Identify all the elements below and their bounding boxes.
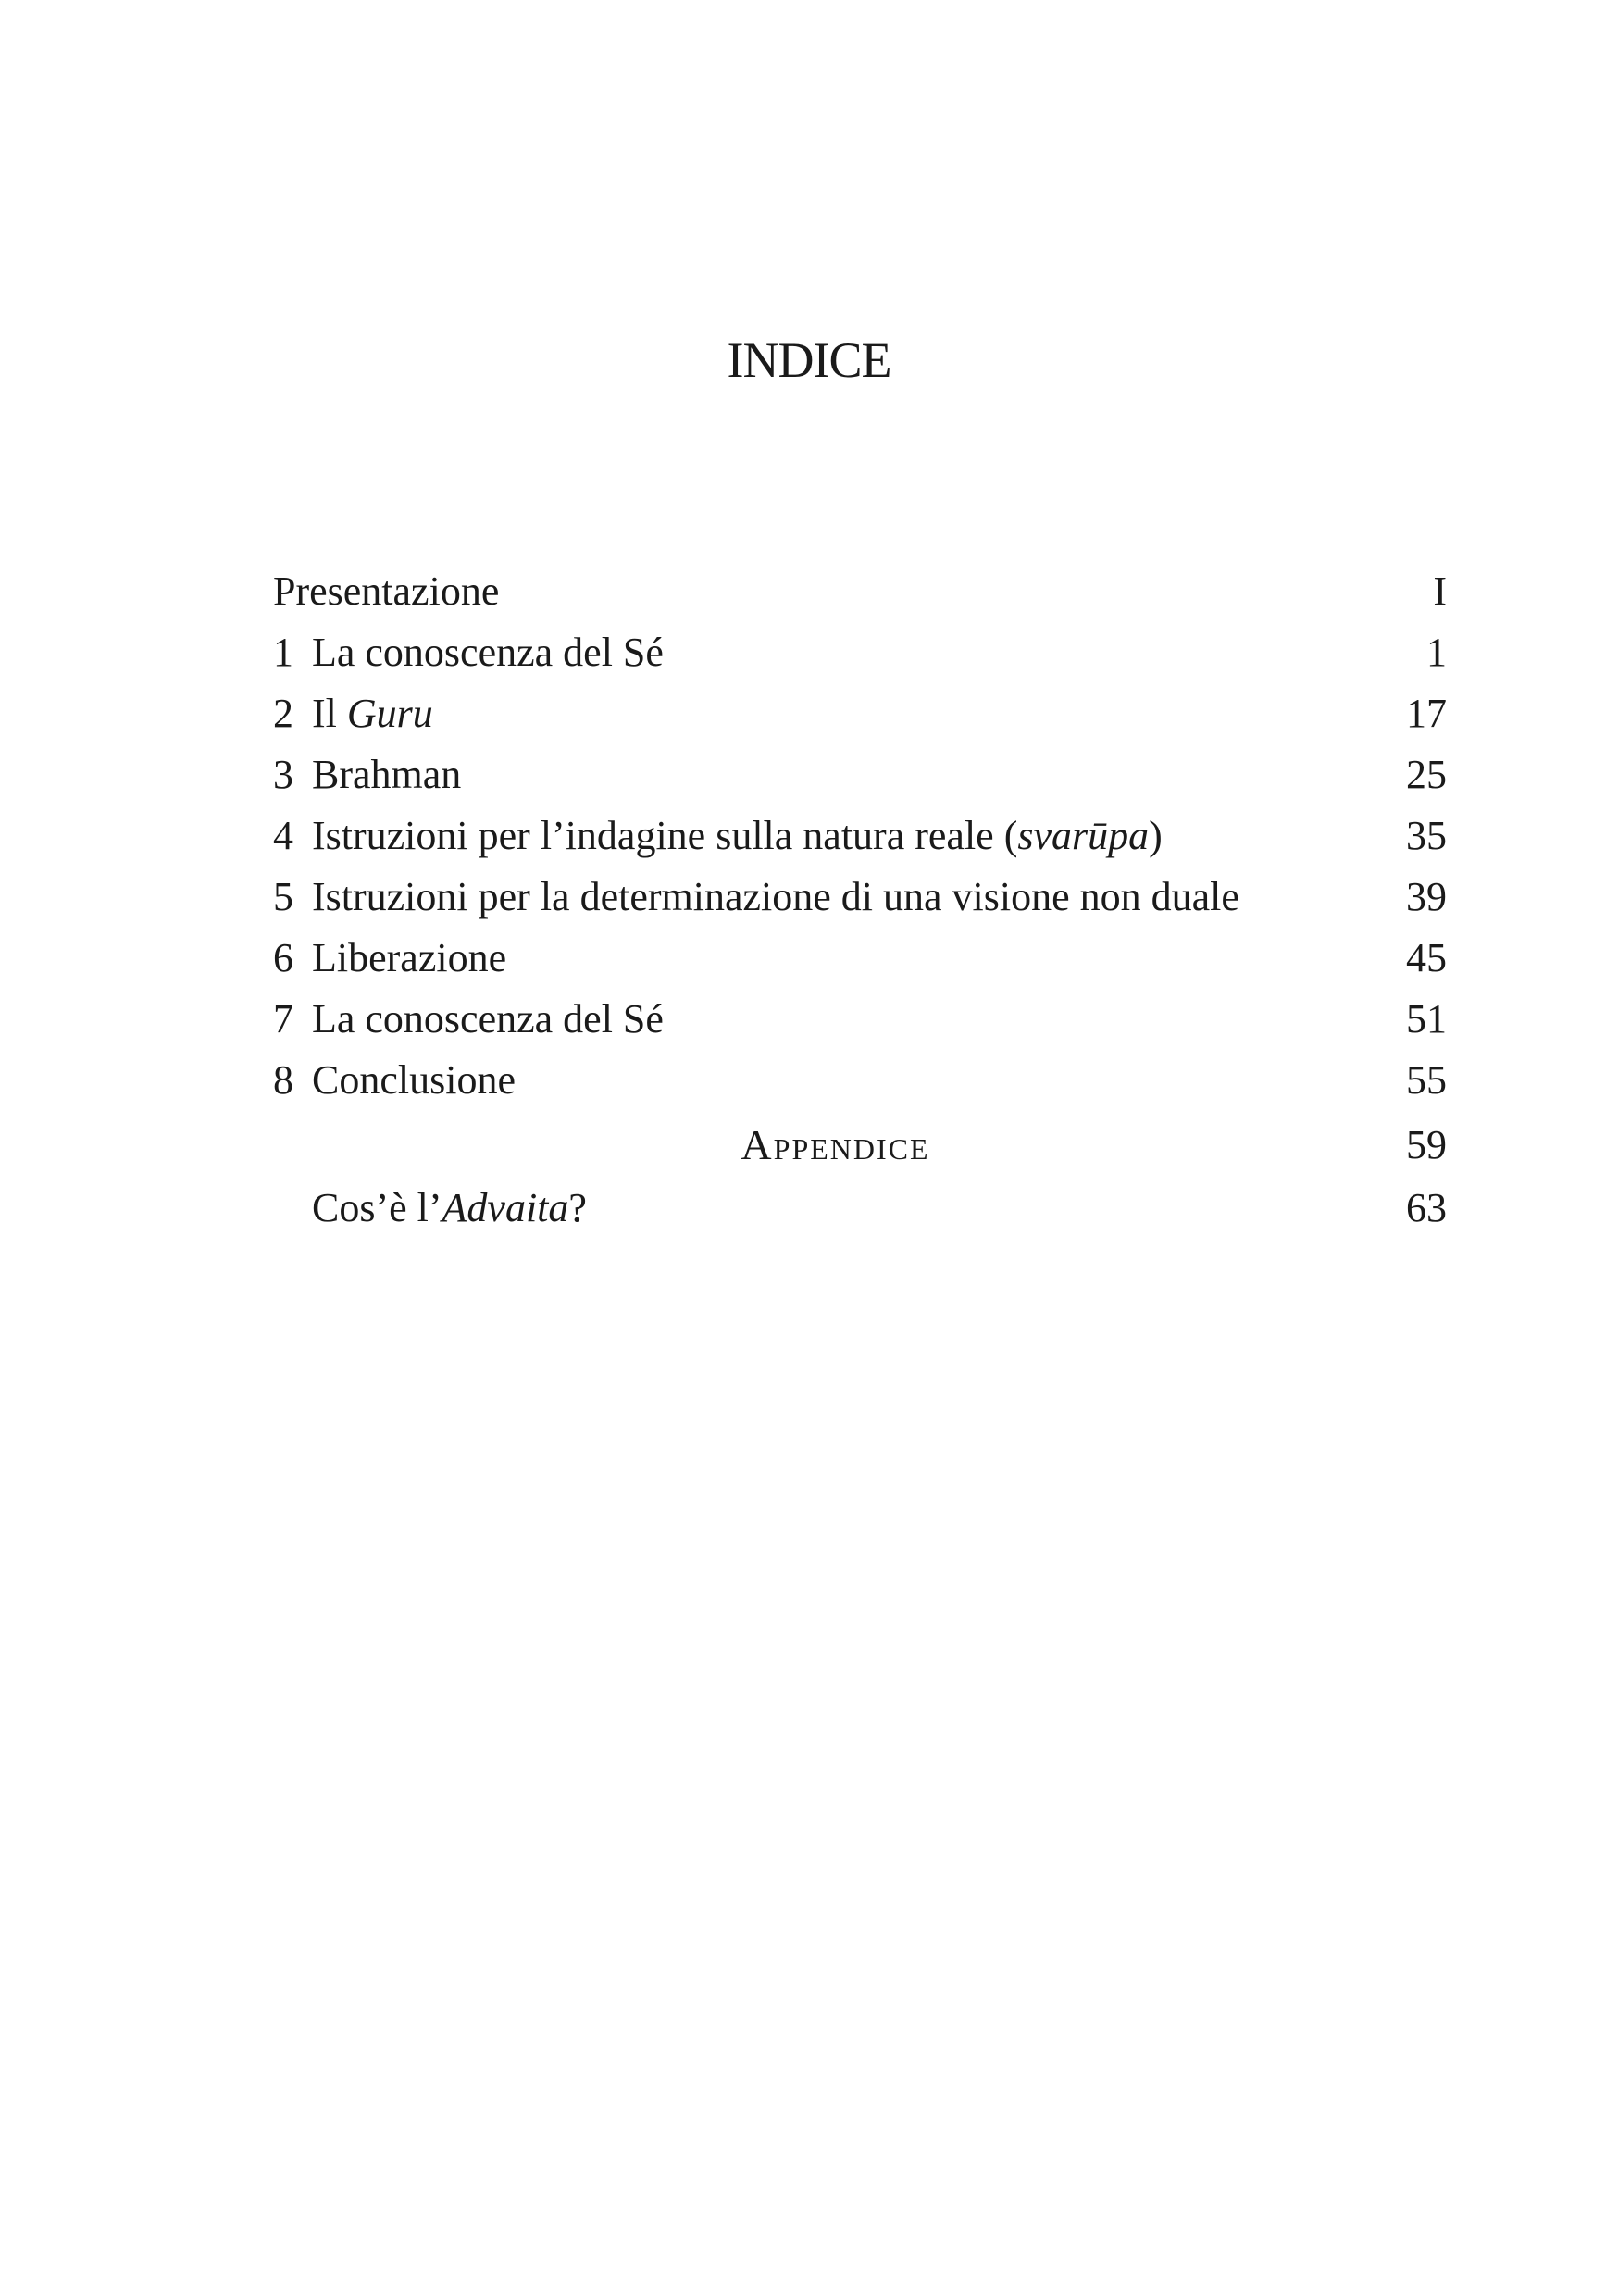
toc-entry[interactable] [273, 1050, 1447, 1111]
toc-entry-page: I [1433, 568, 1447, 614]
toc-entry-title: Il Guru [312, 691, 433, 736]
toc-entry-number: 6 [273, 935, 293, 980]
toc-entry[interactable] [273, 1178, 1447, 1239]
toc-entry-title: Conclusione [312, 1057, 516, 1103]
table-of-contents [273, 561, 1447, 1239]
page-title: INDICE [727, 332, 891, 388]
toc-entry[interactable] [273, 744, 1447, 805]
toc-entry-number: 1 [273, 630, 293, 675]
toc-entry-page: 51 [1406, 996, 1447, 1042]
toc-entry-page: 63 [1406, 1185, 1447, 1230]
toc-entry-number: 4 [273, 813, 293, 858]
toc-entry[interactable] [273, 928, 1447, 989]
toc-entry-number: 7 [273, 996, 293, 1042]
toc-entry-title: Cos’è l’Advaita? [312, 1185, 587, 1230]
toc-entry[interactable] [273, 622, 1447, 683]
toc-entry-page: 17 [1406, 691, 1447, 736]
toc-entry-number: 2 [273, 691, 293, 736]
toc-entry-page: 35 [1406, 813, 1447, 858]
toc-entry[interactable] [273, 989, 1447, 1050]
appendix-title: Appendice [741, 1121, 930, 1168]
toc-entry-title: La conoscenza del Sé [312, 630, 664, 675]
toc-entry-title: Istruzioni per la determinazione di una visione non duale [312, 874, 1239, 919]
toc-entry-title: Istruzioni per l’indagine sulla natura reale (svarūpa) [312, 813, 1163, 858]
toc-entry-page: 45 [1406, 935, 1447, 980]
toc-entry[interactable] [273, 805, 1447, 867]
toc-entry-page: 25 [1406, 752, 1447, 797]
toc-entry-title: La conoscenza del Sé [312, 996, 664, 1042]
toc-entry-number: 8 [273, 1057, 293, 1103]
toc-entry[interactable] [273, 561, 1447, 622]
toc-entry-page: 55 [1406, 1057, 1447, 1103]
toc-entry-title: Presentazione [273, 568, 500, 614]
toc-entry-number: 5 [273, 874, 293, 919]
toc-entry-page: 1 [1426, 630, 1447, 675]
toc-entry-title: Brahman [312, 752, 462, 797]
toc-appendix-heading[interactable] [273, 1113, 1447, 1178]
toc-entry-number: 3 [273, 752, 293, 797]
toc-entry[interactable] [273, 683, 1447, 744]
toc-entry-title: Liberazione [312, 935, 507, 980]
toc-entry-page: 59 [1406, 1122, 1447, 1167]
toc-entry-page: 39 [1406, 874, 1447, 919]
toc-entry[interactable] [273, 867, 1447, 928]
